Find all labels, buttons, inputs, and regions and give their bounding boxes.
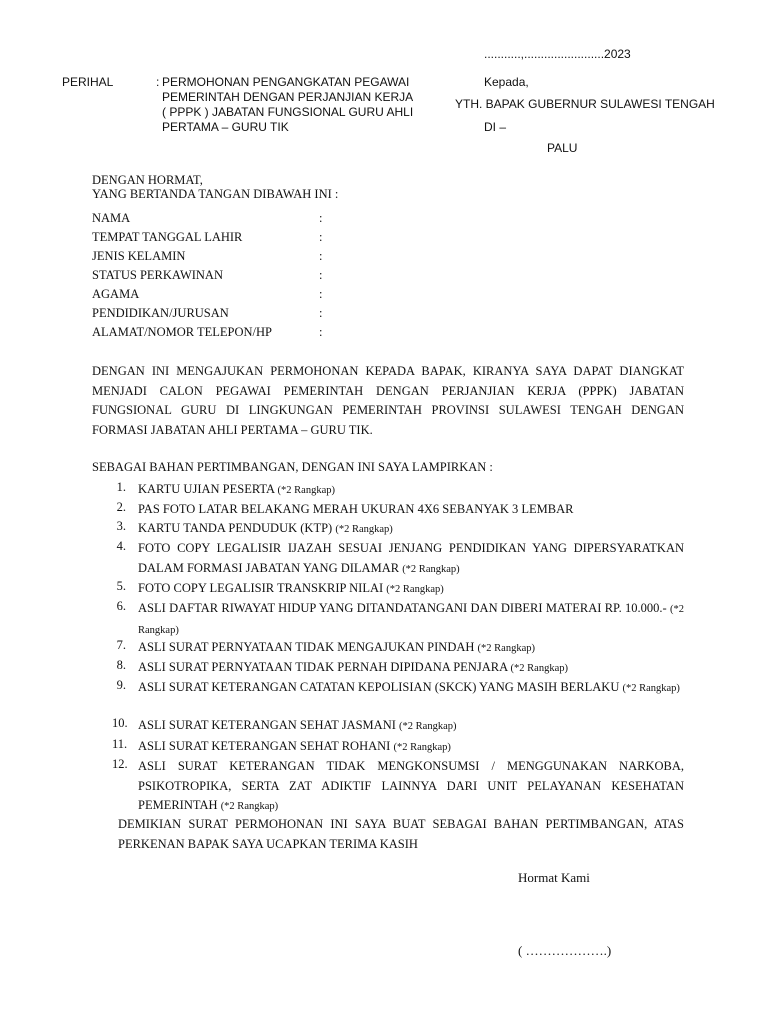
attachments-intro: SEBAGAI BAHAN PERTIMBANGAN, DENGAN INI SAYA LAMPIRKAN : bbox=[92, 460, 493, 474]
list-item-note: (*2 Rangkap) bbox=[399, 721, 457, 732]
list-item-text: KARTU TANDA PENDUDUK (KTP) bbox=[138, 521, 333, 535]
list-item-number: 3. bbox=[116, 519, 126, 533]
field-label: NAMA bbox=[92, 211, 131, 225]
field-colon: : bbox=[319, 230, 323, 244]
recipient-di: DI – bbox=[484, 120, 507, 134]
greeting-line: DENGAN HORMAT, bbox=[92, 173, 203, 187]
list-item-text: ASLI SURAT KETERANGAN SEHAT JASMANI bbox=[138, 718, 396, 732]
recipient-kepada: Kepada, bbox=[484, 75, 529, 89]
list-item-number: 8. bbox=[116, 658, 126, 672]
perihal-line: ( PPPK ) JABATAN FUNGSIONAL GURU AHLI bbox=[162, 105, 414, 119]
list-item-note: (*2 Rangkap) bbox=[335, 524, 393, 535]
list-item-text: FOTO COPY LEGALISIR TRANSKRIP NILAI bbox=[138, 581, 384, 595]
field-colon: : bbox=[319, 287, 323, 301]
perihal-line: PERMOHONAN PENGANGKATAN PEGAWAI bbox=[162, 75, 410, 89]
list-item-text: ASLI SURAT KETERANGAN SEHAT ROHANI bbox=[138, 739, 391, 753]
date-line: ...........,........................2023 bbox=[484, 47, 631, 61]
signature-salutation: Hormat Kami bbox=[518, 870, 590, 885]
perihal-line: PERTAMA – GURU TIK bbox=[162, 120, 289, 134]
list-item-text: PAS FOTO LATAR BELAKANG MERAH UKURAN 4X6 SEBANYAK 3 LEMBAR bbox=[138, 502, 574, 516]
list-item-note: (*2 Rangkap) bbox=[138, 604, 684, 636]
perihal-colon: : bbox=[156, 75, 160, 89]
list-item-number: 7. bbox=[116, 638, 126, 652]
body-paragraph: DENGAN INI MENGAJUKAN PERMOHONAN KEPADA BAPAK, KIRANYA SAYA DAPAT DIANGKAT MENJADI CALON PEGAWAI PEMERINTAH DENGAN PERJANJIAN KERJA (PPPK) JABATAN FUNGSIONAL GURU DI LINGKUNGAN PEMERINTAH PROVINSI SULAWESI TENGAH DENGAN FORMASI JABATAN AHLI PERTAMA – GURU TIK. bbox=[92, 364, 684, 437]
list-item-text: KARTU UJIAN PESERTA bbox=[138, 482, 275, 496]
list-item-number: 1. bbox=[116, 480, 126, 494]
signature-name-placeholder: ( ……………….) bbox=[518, 943, 612, 958]
list-item-text: ASLI DAFTAR RIWAYAT HIDUP YANG DITANDATANGANI DAN DIBERI MATERAI RP. 10.000.- bbox=[138, 601, 667, 615]
list-item-number: 9. bbox=[116, 678, 126, 692]
field-colon: : bbox=[319, 249, 323, 263]
field-label: AGAMA bbox=[92, 287, 140, 301]
list-item-note: (*2 Rangkap) bbox=[277, 485, 335, 496]
perihal-label: PERIHAL bbox=[62, 75, 114, 89]
list-item-number: 2. bbox=[116, 500, 126, 514]
list-item-text: ASLI SURAT PERNYATAAN TIDAK PERNAH DIPIDANA PENJARA bbox=[138, 660, 508, 674]
recipient-city: PALU bbox=[547, 141, 578, 155]
list-item-note: (*2 Rangkap) bbox=[622, 683, 680, 694]
list-item-note: (*2 Rangkap) bbox=[402, 563, 460, 575]
list-item-number: 11. bbox=[112, 737, 128, 751]
field-colon: : bbox=[319, 306, 323, 320]
list-item-note: (*2 Rangkap) bbox=[393, 742, 451, 753]
greeting-line: YANG BERTANDA TANGAN DIBAWAH INI : bbox=[92, 187, 339, 201]
list-item-note: (*2 Rangkap) bbox=[220, 801, 279, 812]
list-item-text: FOTO COPY LEGALISIR IJAZAH SESUAI JENJANG PENDIDIKAN YANG DIPERSYARATKAN DALAM FORMASI JABATAN YANG DILAMAR bbox=[138, 541, 684, 575]
list-item-text: ASLI SURAT PERNYATAAN TIDAK MENGAJUKAN PINDAH bbox=[138, 640, 475, 654]
field-colon: : bbox=[319, 268, 323, 282]
recipient-name: YTH. BAPAK GUBERNUR SULAWESI TENGAH bbox=[455, 97, 715, 111]
list-item-number: 12. bbox=[112, 757, 128, 771]
list-item-note: (*2 Rangkap) bbox=[477, 643, 535, 654]
list-item-text: ASLI SURAT KETERANGAN CATATAN KEPOLISIAN (SKCK) YANG MASIH BERLAKU bbox=[138, 680, 620, 694]
field-label: TEMPAT TANGGAL LAHIR bbox=[92, 230, 243, 244]
field-label: STATUS PERKAWINAN bbox=[92, 268, 223, 282]
field-colon: : bbox=[319, 211, 323, 225]
field-label: PENDIDIKAN/JURUSAN bbox=[92, 306, 229, 320]
list-item-note: (*2 Rangkap) bbox=[386, 584, 444, 595]
list-item-number: 4. bbox=[116, 539, 126, 553]
field-colon: : bbox=[319, 325, 323, 339]
list-item-number: 6. bbox=[116, 599, 126, 613]
list-item-number: 5. bbox=[116, 579, 126, 593]
list-item-number: 10. bbox=[112, 716, 128, 730]
list-item-note: (*2 Rangkap) bbox=[510, 663, 568, 674]
closing-paragraph: DEMIKIAN SURAT PERMOHONAN INI SAYA BUAT SEBAGAI BAHAN PERTIMBANGAN, ATAS PERKENAN BAPAK SAYA UCAPKAN TERIMA KASIH bbox=[118, 817, 684, 851]
list-item-text: ASLI SURAT KETERANGAN TIDAK MENGKONSUMSI / MENGGUNAKAN NARKOBA, PSIKOTROPIKA, SERTA ZAT ADIKTIF LAINNYA DARI UNIT PELAYANAN KESEHATAN PEMERINTAH bbox=[138, 759, 684, 812]
field-label: JENIS KELAMIN bbox=[92, 249, 186, 263]
field-label: ALAMAT/NOMOR TELEPON/HP bbox=[92, 325, 272, 339]
perihal-line: PEMERINTAH DENGAN PERJANJIAN KERJA bbox=[162, 90, 414, 104]
